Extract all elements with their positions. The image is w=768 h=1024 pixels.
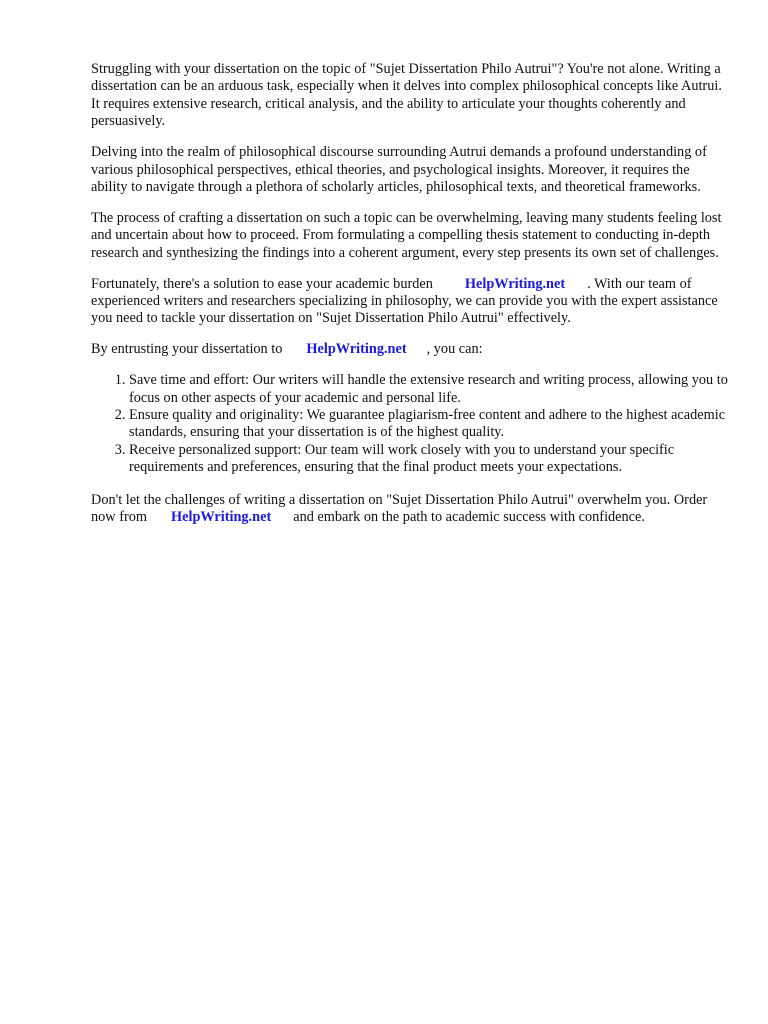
- helpwriting-link[interactable]: HelpWriting.net: [171, 509, 272, 526]
- closing-text-after: and embark on the path to academic success with confidence.: [293, 509, 645, 526]
- solution-text-before: Fortunately, there's a solution to ease your academic burden: [91, 275, 433, 292]
- paragraph-philosophy: Delving into the realm of philosophical discourse surrounding Autrui demands a profound understanding of various philosophical perspectives, ethical theories, and psychological insights. Moreover, it requires the ability to navigate through a plethora of scholarly articles, philosophical texts, and theoretical frameworks.: [91, 144, 707, 195]
- entrusting-text-before: By entrusting your dissertation to: [91, 341, 283, 358]
- entrusting-text-after: , you can:: [426, 341, 483, 358]
- paragraph-solution: [91, 276, 728, 328]
- paragraph-entrusting: [91, 341, 728, 358]
- closing-text-before: Don't let the challenges of writing a dissertation on "Sujet Dissertation Philo Autrui" overwhelm you. Order now from: [91, 491, 708, 526]
- list-item: 2. Ensure quality and originality: We guarantee plagiarism-free content and adhere to the highest academic standards, ensuring that your dissertation is of the highest quality.: [129, 407, 728, 442]
- list-item: 1. Save time and effort: Our writers will handle the extensive research and writing process, allowing you to focus on other aspects of your academic and personal life.: [129, 372, 728, 407]
- paragraph-process: The process of crafting a dissertation on such a topic can be overwhelming, leaving many students feeling lost and uncertain about how to proceed. From formulating a compelling thesis statement to conducting in-depth research and synthesizing the findings into a coherent argument, every step presents its own set of challenges.: [91, 209, 722, 261]
- benefits-list: [91, 372, 728, 476]
- solution-text-after: . With our team of experienced writers and researchers specializing in philosophy, we can provide you with the expert assistance you need to tackle your dissertation on "Sujet Dissertation Philo Autrui" effectively.: [91, 275, 718, 327]
- paragraph-closing: [91, 492, 728, 527]
- helpwriting-link[interactable]: HelpWriting.net: [306, 341, 407, 358]
- paragraph-intro: Struggling with your dissertation on the topic of "Sujet Dissertation Philo Autrui"? You're not alone. Writing a dissertation can be an arduous task, especially when it delves into complex philosophical concepts like Autrui. It requires extensive research, critical analysis, and the ability to articulate your thoughts coherently and persuasively.: [91, 61, 722, 130]
- helpwriting-link[interactable]: HelpWriting.net: [464, 275, 566, 292]
- list-item: 3. Receive personalized support: Our team will work closely with you to understand your specific requirements and preferences, ensuring that the final product meets your expectations.: [129, 442, 728, 477]
